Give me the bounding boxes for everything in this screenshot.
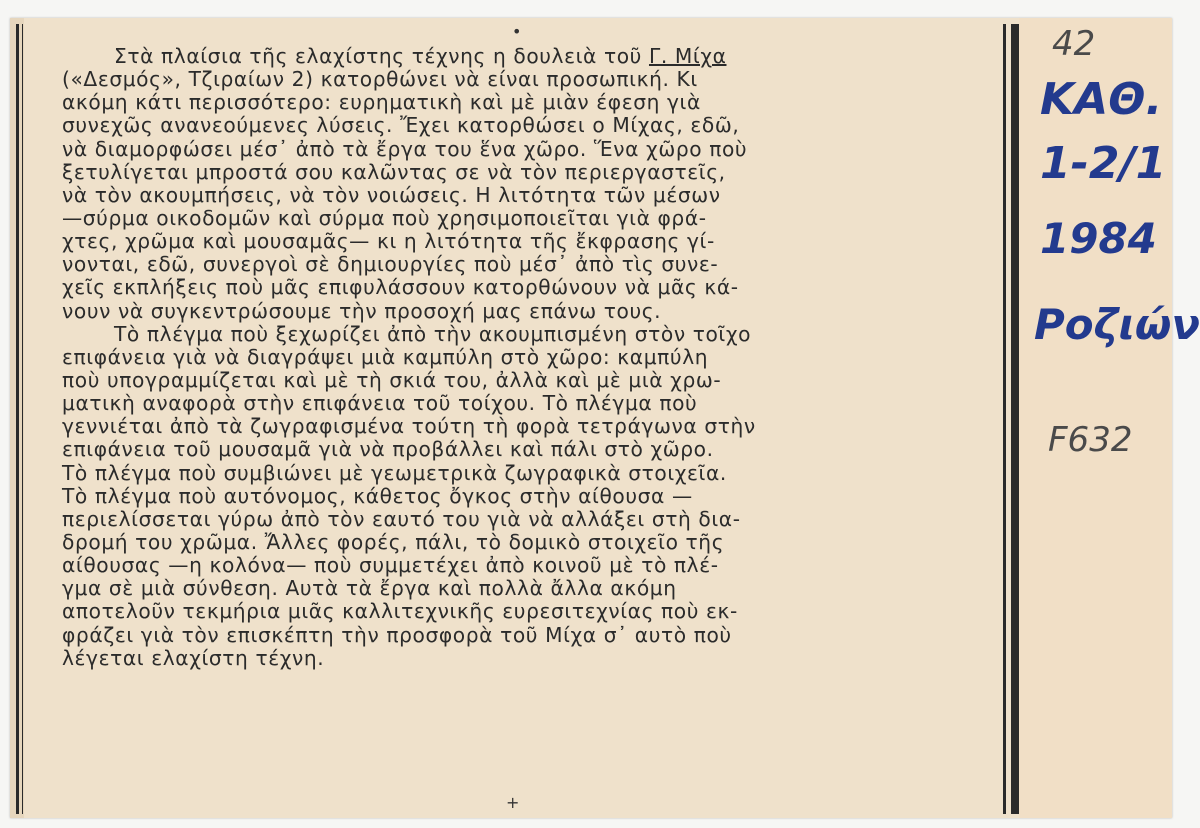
article-line: Τὸ πλέγμα ποὺ αυτόνομος, κάθετος ὄγκος στὴν αίθουσα —: [62, 483, 693, 508]
article-line: γεννιέται ἀπὸ τὰ ζωγραφισμένα τούτη τὴ φορὰ τετράγωνα στὴν: [62, 414, 756, 439]
article-line: νονται, εδῶ, συνεργοὶ σὲ δημιουργίες ποὺ μέσ᾽ ἀπὸ τὶς συνε-: [62, 252, 719, 277]
article-line: δρομή του χρῶμα. Ἄλλες φορές, πάλι, τὸ δομικὸ στοιχεῖο τῆς: [62, 529, 725, 554]
article-line: νουν νὰ συγκεντρώσουμε τὴν προσοχή μας επάνω τους.: [62, 298, 662, 323]
article-line: χεῖς εκπλήξεις ποὺ μᾶς επιφυλάσσουν κατορθώνουν νὰ μᾶς κά-: [62, 275, 739, 300]
article-line: φράζει γιὰ τὸν επισκέπτη τὴν προσφορὰ τοῦ Μίχα σ᾽ αυτὸ ποὺ: [62, 622, 732, 647]
article-line: ακόμη κάτι περισσότερο: ευρηματικὴ καὶ μὲ μιὰν έφεση γιὰ: [62, 90, 701, 115]
annotation-date: 1-2/1: [1040, 138, 1167, 189]
article-line: νὰ διαμορφώσει μέσ᾽ ἀπὸ τὰ ἔργα του ἕνα χῶρο. Ἕνα χῶρο ποὺ: [62, 136, 748, 161]
article-line: νὰ τὸν ακουμπήσεις, νὰ τὸν νοιώσεις. Η λιτότητα τῶν μέσων: [62, 182, 721, 207]
bottom-mark: +: [506, 793, 520, 812]
article-line: ξετυλίγεται μπροστά σου καλῶντας σε νὰ τὸν περιεργαστεῖς,: [62, 159, 726, 184]
annotation-source: ΚΑΘ.: [1040, 74, 1163, 125]
article-line: χτες, χρῶμα καὶ μουσαμᾶς— κι η λιτότητα τῆς ἔκφρασης γί-: [62, 229, 715, 254]
article-line: λέγεται ελαχίστη τέχνη.: [62, 645, 325, 670]
artist-name: Γ. Μίχα: [648, 44, 727, 68]
article-line: Τὸ πλέγμα ποὺ συμβιώνει μὲ γεωμετρικὰ ζωγραφικὰ στοιχεῖα.: [62, 460, 727, 485]
article-line: γμα σὲ μιὰ σύνθεση. Αυτὰ τὰ ἔργα καὶ πολλὰ ἄλλα ακόμη: [62, 576, 677, 601]
article-line: επιφάνεια τοῦ μουσαμᾶ γιὰ νὰ προβάλλει καὶ πάλι στὸ χῶρο.: [62, 437, 714, 462]
top-mark: •: [512, 22, 522, 41]
article-line: —σύρμα οικοδομῶν καὶ σύρμα ποὺ χρησιμοποιεῖται γιὰ φρά-: [62, 205, 707, 230]
right-column-rule: [1003, 24, 1006, 814]
article-line: αποτελοῦν τεκμήρια μιᾶς καλλιτεχνικῆς ευρεσιτεχνίας ποὺ εκ-: [62, 599, 738, 624]
article-line: περιελίσσεται γύρω ἀπὸ τὸν εαυτό του γιὰ νὰ αλλάξει στὴ δια-: [62, 506, 741, 531]
article-line: ματικὴ αναφορὰ στὴν επιφάνεια τοῦ τοίχου. Τὸ πλέγμα ποὺ: [62, 391, 698, 416]
article-line: Τὸ πλέγμα ποὺ ξεχωρίζει ἀπὸ τὴν ακουμπισμένη στὸν τοῖχο: [114, 321, 752, 346]
article-line: Στὰ πλαίσια τῆς ελαχίστης τέχνης η δουλειὰ τοῦ Γ. Μίχα: [114, 44, 727, 68]
left-column-rule-thin: [22, 24, 23, 814]
annotation-code: F632: [1048, 420, 1133, 460]
right-column-rule-thick: [1011, 24, 1019, 814]
article-line: («Δεσμός», Τζιραίων 2) κατορθώνει νὰ είναι προσωπική. Κι: [62, 67, 698, 92]
article-line: επιφάνεια γιὰ νὰ διαγράψει μιὰ καμπύλη στὸ χῶρο: καμπύλη: [62, 344, 709, 369]
annotation-number: 42: [1052, 24, 1096, 64]
article-line: συνεχῶς ανανεούμενες λύσεις. Ἔχει κατορθώσει ο Μίχας, εδῶ,: [62, 113, 740, 138]
left-column-rule: [16, 24, 19, 814]
annotation-year: 1984: [1040, 214, 1157, 263]
article-text: [62, 45, 968, 670]
article-line: ποὺ υπογραμμίζεται καὶ μὲ τὴ σκιά του, ἀλλὰ καὶ μὲ μιὰ χρω-: [62, 367, 722, 392]
article-line: αίθουσας —η κολόνα— ποὺ συμμετέχει ἀπὸ κοινοῦ μὲ τὸ πλέ-: [62, 553, 719, 578]
annotation-author: Ροζιών: [1034, 300, 1200, 349]
